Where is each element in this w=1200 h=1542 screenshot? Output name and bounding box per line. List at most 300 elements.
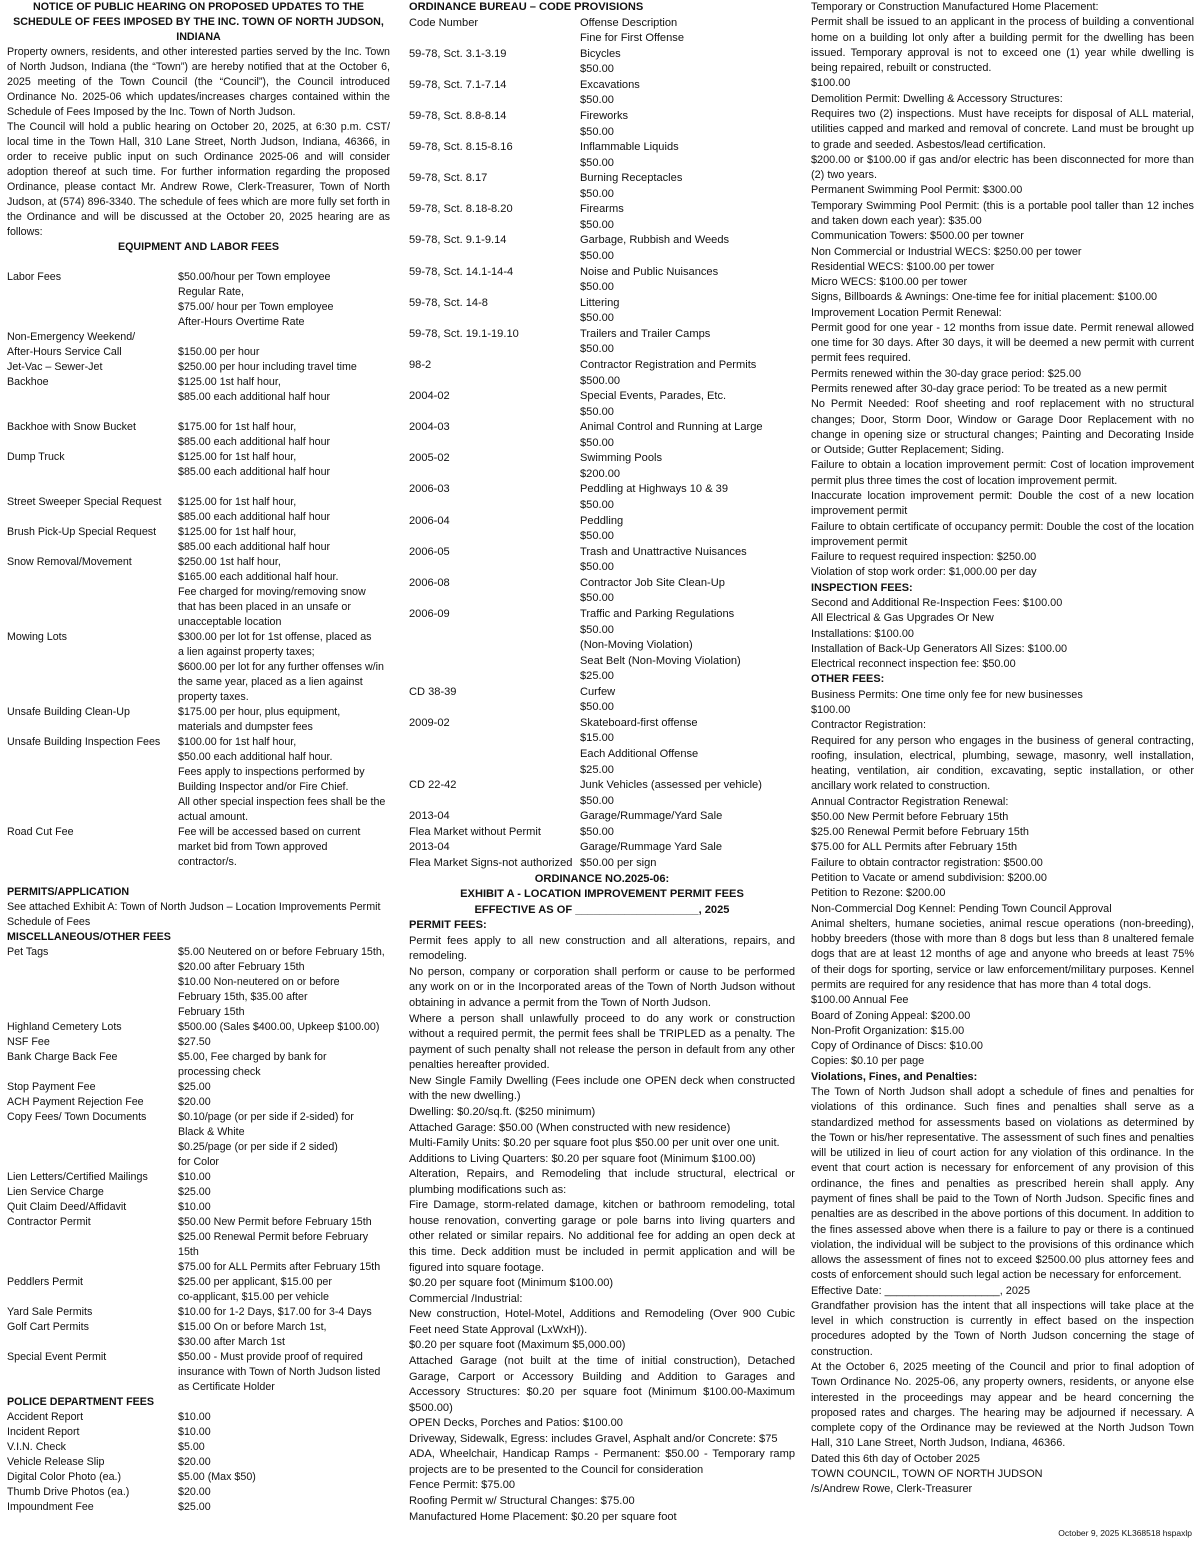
fee-row <box>409 716 795 778</box>
paragraph: $100.00 Annual Fee <box>811 994 909 1007</box>
paragraph: $75.00 for ALL Permits after February 15th <box>811 841 1018 854</box>
fee-value <box>580 778 795 809</box>
fee-value <box>178 330 390 345</box>
permits-text: See attached Exhibit A: Town of North Judson – Location Improvements Permit Schedule of Fees <box>7 901 381 928</box>
fee-label: 59-78, Sct. 19.1-19.10 <box>409 327 519 340</box>
fee-value-line: $50.00 <box>580 561 614 574</box>
fee-value <box>580 420 795 451</box>
fee-value-line: Peddling <box>580 514 624 527</box>
ordinance-heading: ORDINANCE NO.2025-06: <box>534 872 670 885</box>
fee-value-line: $5.00 (Max $50) <box>178 1471 256 1483</box>
fee-value-line: After-Hours Overtime Rate <box>178 316 305 328</box>
fee-value-line: $50.00 <box>580 794 614 807</box>
fee-value-line: $50.00 <box>580 156 614 169</box>
fee-value-line: $50.00 <box>580 701 614 714</box>
paragraph: Dwelling: $0.20/sq.ft. ($250 minimum) <box>409 1105 596 1118</box>
effective-heading: EFFECTIVE AS OF ____________________, 2025 <box>474 903 730 916</box>
paragraph: Permit good for one year - 12 months from issue date. Permit renewal allowed one time for 30 days. After 30 days, it will be deemed a new permit with current permit fees required. <box>811 321 1194 365</box>
fee-value-line: $500.00 <box>580 374 621 387</box>
fee-label: Mowing Lots <box>7 631 67 643</box>
permit-paragraphs <box>811 0 1194 581</box>
fee-value-line: actual amount. <box>178 811 249 823</box>
fee-label: Pet Tags <box>7 946 49 958</box>
fee-value-line: $50.00 <box>580 187 614 200</box>
fee-label: Vehicle Release Slip <box>7 1456 105 1468</box>
fee-value-line: Garage/Rummage/Yard Sale <box>580 810 723 823</box>
fee-value <box>178 1350 390 1395</box>
fee-value-line: property taxes. <box>178 691 249 703</box>
paragraph: Permit shall be issued to an applicant in the process of building a conventional home on a building lot only after a building permit for the dwelling has been issued. Temporary approval is not to exceed one (1) year while dwelling is being repaired, rebuilt or constructed. <box>811 16 1194 75</box>
fee-value-line: $125.00 for 1st half hour, <box>178 496 297 508</box>
fee-label: Brush Pick-Up Special Request <box>7 526 157 538</box>
fee-value-line: Special Events, Parades, Etc. <box>580 390 727 403</box>
paragraph: Requires two (2) inspections. Must have receipts for disposal of ALL material, utilities capped and marked and removal of concrete. Land must be brought up to grade and seeded. Asbestos/lead certification. <box>811 107 1194 151</box>
fee-row <box>409 327 795 358</box>
paragraph: $100.00 <box>811 77 851 90</box>
fee-label: 59-78, Sct. 8.17 <box>409 172 488 185</box>
fee-label: ACH Payment Rejection Fee <box>7 1096 144 1108</box>
column-1 <box>7 0 390 1515</box>
fee-label: Jet-Vac – Sewer-Jet <box>7 361 103 373</box>
paragraph: Driveway, Sidewalk, Egress: includes Gravel, Asphalt and/or Concrete: $75 <box>409 1432 778 1445</box>
fee-row <box>7 705 390 735</box>
police-heading: POLICE DEPARTMENT FEES <box>7 1396 155 1408</box>
paragraph: Second and Additional Re-Inspection Fees: $100.00 <box>811 596 1063 609</box>
fee-label: 2004-02 <box>409 390 450 403</box>
fee-value-line: $200.00 <box>580 467 621 480</box>
fee-value <box>580 296 795 327</box>
fee-value-line: unacceptable location <box>178 616 282 628</box>
fee-value-line: $50.00 <box>580 405 614 418</box>
fee-label: 59-78, Sct. 8.18-8.20 <box>409 203 513 216</box>
fee-value-line: $50.00 <box>580 250 614 262</box>
paragraph: Grandfather provision has the intent that all inspections will take place at the level in which construction is currently in effect based on the inspection procedures adopted by the Town of North Judson concerning the stage of construction. <box>811 1299 1194 1358</box>
fee-value <box>178 1485 390 1500</box>
fee-label: Bank Charge Back Fee <box>7 1051 118 1063</box>
fee-row <box>7 1320 390 1350</box>
fee-row <box>7 450 390 495</box>
fee-value-line: Excavations <box>580 78 640 91</box>
paragraph: Residential WECS: $100.00 per tower <box>811 260 995 273</box>
fee-value <box>178 1500 390 1515</box>
fee-value-line: $125.00 1st half hour, <box>178 376 281 388</box>
fee-value <box>178 1185 390 1200</box>
fee-row <box>409 171 795 202</box>
paragraph: Communication Towers: $500.00 per towner <box>811 230 1024 243</box>
code-header <box>409 16 795 47</box>
fee-value-line: $85.00 each additional half hour <box>178 511 331 523</box>
fee-label: 2006-09 <box>409 607 450 620</box>
fee-label: Special Event Permit <box>7 1351 107 1363</box>
fee-label: 59-78, Sct. 8.15-8.16 <box>409 141 513 154</box>
fee-value-line: $85.00 each additional half hour <box>178 436 331 448</box>
fee-value-line: Traffic and Parking Regulations <box>580 607 735 620</box>
fee-value <box>178 1050 390 1080</box>
fee-value <box>580 358 795 389</box>
fee-row <box>7 525 390 555</box>
fee-row <box>409 607 795 685</box>
fee-row <box>7 1050 390 1080</box>
paragraph: Commercial /Industrial: <box>409 1292 523 1305</box>
fee-value-line: $50.00/hour per Town employee <box>178 271 331 283</box>
fee-value-line: $20.00 <box>178 1456 211 1468</box>
fee-value-line: $125.00 for 1st half hour, <box>178 451 297 463</box>
fee-row <box>7 735 390 825</box>
fee-value <box>178 1275 390 1305</box>
misc-fees-list <box>7 945 390 1395</box>
paragraph: Roofing Permit w/ Structural Changes: $75.00 <box>409 1495 635 1507</box>
fee-row <box>409 389 795 420</box>
fee-row <box>7 345 390 360</box>
fee-value <box>580 809 795 825</box>
fee-row <box>7 825 390 870</box>
fee-value <box>178 1425 390 1440</box>
fee-value-line: Fireworks <box>580 109 629 122</box>
fee-row <box>409 451 795 482</box>
fee-value-line: Building Inspector and/or Fire Chief. <box>178 781 349 793</box>
paragraph: Failure to obtain contractor registration: $500.00 <box>811 856 1043 869</box>
fee-row <box>7 1200 390 1215</box>
fee-row <box>409 778 795 809</box>
fee-value-line: February 15th, $35.00 after <box>178 991 308 1003</box>
fee-label: Lien Letters/Certified Mailings <box>7 1171 148 1183</box>
paragraph: Business Permits: One time only fee for new businesses <box>811 688 1083 701</box>
fee-value-line: $175.00 per hour, plus equipment, <box>178 706 341 718</box>
fee-value <box>178 1035 390 1050</box>
fee-value-line: Black & White <box>178 1126 245 1138</box>
fee-value-line: $25.00 <box>580 670 614 683</box>
fee-value <box>580 47 795 78</box>
fee-value-line: All other special inspection fees shall be the <box>178 796 386 808</box>
fee-value-line: Contractor Registration and Permits <box>580 358 757 371</box>
fee-row <box>409 140 795 171</box>
column-2 <box>409 0 795 1525</box>
fee-label: Lien Service Charge <box>7 1186 104 1198</box>
fee-label: Non-Emergency Weekend/ <box>7 331 136 343</box>
notice-title: NOTICE OF PUBLIC HEARING ON PROPOSED UPDATES TO THE SCHEDULE OF FEES IMPOSED BY THE INC. TOWN OF NORTH JUDSON, INDIANA <box>13 1 384 43</box>
fee-row <box>7 420 390 450</box>
fee-label: 59-78, Sct. 3.1-3.19 <box>409 47 507 60</box>
paragraph: Non-Profit Organization: $15.00 <box>811 1024 965 1037</box>
fee-row <box>7 1095 390 1110</box>
paragraph: Inaccurate location improvement permit: Double the cost of a new location improvement permit <box>811 490 1194 518</box>
code-provisions-list <box>409 47 795 872</box>
fee-row <box>7 1455 390 1470</box>
fee-value-line: Regular Rate, <box>178 286 244 298</box>
fee-row <box>7 630 390 705</box>
fee-label: 2006-08 <box>409 576 450 589</box>
fee-value-line: $125.00 for 1st half hour, <box>178 526 297 538</box>
fee-value-line: $10.00 <box>178 1411 211 1423</box>
fee-value <box>178 270 390 330</box>
fee-label: 59-78, Sct. 14.1-14-4 <box>409 265 514 278</box>
fee-value <box>178 420 390 450</box>
fee-value-line: Fees apply to inspections performed by <box>178 766 365 778</box>
fee-value-line: Littering <box>580 296 620 309</box>
fee-row <box>409 265 795 296</box>
fee-label: Backhoe <box>7 376 49 388</box>
fee-row <box>7 330 390 345</box>
paragraph: TOWN COUNCIL, TOWN OF NORTH JUDSON <box>811 1468 1043 1480</box>
fee-row <box>409 482 795 513</box>
paragraph: Installation of Back-Up Generators All Sizes: $100.00 <box>811 642 1068 655</box>
paragraph: Non Commercial or Industrial WECS: $250.00 per tower <box>811 245 1082 258</box>
fee-row <box>409 514 795 545</box>
fee-label: Incident Report <box>7 1426 80 1438</box>
fee-value-line: Seat Belt (Non-Moving Violation) <box>580 654 741 667</box>
fee-label: Highland Cemetery Lots <box>7 1021 122 1033</box>
fee-label: 2013-04 <box>409 841 450 854</box>
paragraph: $200.00 or $100.00 if gas and/or electric has been disconnected for more than (2) two years. <box>811 153 1194 182</box>
fee-value <box>178 1305 390 1320</box>
paragraph: Micro WECS: $100.00 per tower <box>811 276 968 289</box>
paragraph: Board of Zoning Appeal: $200.00 <box>811 1009 971 1022</box>
paragraph: New Single Family Dwelling (Fees include one OPEN deck when constructed with the new dwelling.) <box>409 1074 795 1103</box>
fee-value-line: Peddling at Highways 10 & 39 <box>580 483 729 496</box>
fee-value <box>580 716 795 778</box>
fee-value-line: $30.00 after March 1st <box>178 1336 285 1348</box>
fee-value-line: market bid from Town approved <box>178 841 328 853</box>
fee-label: Thumb Drive Photos (ea.) <box>7 1486 130 1498</box>
fee-value <box>580 233 795 264</box>
fee-value-line: Junk Vehicles (assessed per vehicle) <box>580 779 762 792</box>
fee-label: 59-78, Sct. 8.8-8.14 <box>409 109 507 122</box>
paragraph: Petition to Rezone: $200.00 <box>811 887 946 900</box>
code-header-row <box>409 16 795 47</box>
fee-value <box>580 109 795 140</box>
fee-value-line: $150.00 per hour <box>178 346 260 358</box>
violations-paragraphs <box>811 1085 1194 1498</box>
fee-value-line: the same year, placed as a lien against <box>178 676 363 688</box>
paragraph: Petition to Vacate or amend subdivision: $200.00 <box>811 872 1047 885</box>
police-fees-list <box>7 1410 390 1515</box>
fee-value-line: $10.00 for 1-2 Days, $17.00 for 3-4 Days <box>178 1306 372 1318</box>
fee-label: 2006-05 <box>409 545 450 558</box>
fee-row <box>7 1305 390 1320</box>
other-fees-paragraphs <box>811 688 1194 1070</box>
fee-label: Contractor Permit <box>7 1216 91 1228</box>
paragraph: Temporary or Construction Manufactured Home Placement: <box>811 1 1099 13</box>
fee-value-line: $25.00 <box>178 1081 211 1093</box>
paragraph: Required for any person who engages in the business of general contracting, roofing, insulation, electrical, plumbing, sewage, masonry, well installation, heating, ventilation, air condition, excavating, septic installation, or other ancillary work related to construction. <box>811 734 1194 793</box>
fee-value-line: as Certificate Holder <box>178 1381 275 1393</box>
fee-value-line: $10.00 <box>178 1201 211 1213</box>
fee-value-line: $10.00 Non-neutered on or before <box>178 976 340 988</box>
fee-label: Peddlers Permit <box>7 1276 84 1288</box>
fee-value-line: $20.00 <box>178 1096 211 1108</box>
fee-value <box>178 1170 390 1185</box>
fee-value <box>178 1470 390 1485</box>
fee-value-line: $20.00 <box>178 1486 211 1498</box>
fee-label: After-Hours Service Call <box>7 346 122 358</box>
fee-value-line: $85.00 each additional half hour <box>178 391 331 403</box>
fee-value <box>178 345 390 360</box>
fee-row <box>409 840 795 856</box>
paragraph: Violation of stop work order: $1,000.00 per day <box>811 566 1037 579</box>
fee-value-line: $75.00 for ALL Permits after February 15th <box>178 1261 381 1273</box>
fee-value-line <box>178 330 390 345</box>
fee-label: Backhoe with Snow Bucket <box>7 421 136 433</box>
fee-row <box>7 1215 390 1275</box>
fee-row <box>409 809 795 825</box>
paragraph: /s/Andrew Rowe, Clerk-Treasurer <box>811 1483 973 1496</box>
fee-value-line: that has been placed in an unsafe or <box>178 601 351 613</box>
fee-value-line: $25.00 <box>580 763 614 776</box>
fee-row <box>409 109 795 140</box>
fee-value <box>178 1440 390 1455</box>
fee-value-line: $50.00 per sign <box>580 856 657 869</box>
fee-value-line: Burning Receptacles <box>580 172 683 185</box>
fee-value <box>178 945 390 1020</box>
misc-heading: MISCELLANEOUS/OTHER FEES <box>7 931 171 943</box>
fee-value-line: Trailers and Trailer Camps <box>580 327 711 340</box>
paragraph: No person, company or corporation shall perform or cause to be performed any work on or in the Incorporated areas of the Town of North Judson without obtaining in advance a permit from the Town of North Judson. <box>409 965 795 1009</box>
fee-label: Yard Sale Permits <box>7 1306 93 1318</box>
fee-value <box>178 1455 390 1470</box>
offense-header-line: Fine for First Offense <box>580 32 684 45</box>
fee-value-line: $0.25/page (or per side if 2 sided) <box>178 1141 338 1153</box>
violations-heading: Violations, Fines, and Penalties: <box>811 1070 978 1083</box>
inspection-paragraphs <box>811 596 1194 672</box>
paragraph: $50.00 New Permit before February 15th <box>811 810 1009 823</box>
fee-label: Unsafe Building Clean-Up <box>7 706 130 718</box>
fee-row <box>7 1500 390 1515</box>
paragraph: Alteration, Repairs, and Remodeling that include structural, electrical or plumbing modifications such as: <box>409 1168 795 1196</box>
fee-label: Accident Report <box>7 1411 84 1423</box>
fee-value-line: materials and dumpster fees <box>178 721 313 733</box>
fee-value-line: $5.00 <box>178 1441 205 1453</box>
fee-value-line: $50.00 each additional half hour. <box>178 751 333 763</box>
fee-row <box>7 495 390 525</box>
fee-value-line: $50.00 <box>580 825 614 838</box>
publication-footer: October 9, 2025 KL368518 hspaxlp <box>1058 1528 1192 1538</box>
fee-value-line: $75.00/ hour per Town employee <box>178 301 334 313</box>
fee-value-line: $50.00 <box>580 218 614 231</box>
fee-value <box>580 607 795 685</box>
fee-value-line: $50.00 <box>580 343 614 356</box>
fee-value-line: contractor/s. <box>178 856 237 868</box>
fee-value-line: Each Additional Offense <box>580 748 699 760</box>
permit-fees-paragraphs <box>409 934 795 1525</box>
fee-label: CD 38-39 <box>409 685 457 698</box>
fee-value-line: co-applicant, $15.00 per vehicle <box>178 1291 329 1303</box>
paragraph: Fence Permit: $75.00 <box>409 1479 516 1492</box>
fee-value <box>178 495 390 525</box>
fee-value <box>178 1080 390 1095</box>
fee-label: Copy Fees/ Town Documents <box>7 1111 147 1123</box>
fee-value <box>580 327 795 358</box>
paragraph: Permits renewed within the 30-day grace period: $25.00 <box>811 367 1082 380</box>
fee-row <box>409 420 795 451</box>
fee-value <box>580 576 795 607</box>
fee-row <box>7 1440 390 1455</box>
fee-value-line: $300.00 per lot for 1st offense, placed as <box>178 631 372 643</box>
intro-paragraph-2: The Council will hold a public hearing on October 20, 2025, at 6:30 p.m. CST/ local time in the Town Hall, 310 Lane Street, North Judson, Indiana, 46366, in order to receive public input on such Ordinance 2025-06 and will consider adoption thereof at such time. For further information regarding the proposed Ordinance, please contact Mr. Andrew Rowe, Clerk-Treasurer, Town of North Judson, at (574) 896-3340. The schedule of fees which are more fully set forth in the Ordinance and will be discussed at the October 20, 2025 hearing are as follows: <box>7 121 390 238</box>
fee-value <box>580 840 795 856</box>
fee-value-line: Garage/Rummage Yard Sale <box>580 841 723 854</box>
fee-label: Labor Fees <box>7 271 62 283</box>
fee-value-line: Curfew <box>580 685 616 698</box>
fee-value <box>178 1020 390 1035</box>
paragraph: OPEN Decks, Porches and Patios: $100.00 <box>409 1417 623 1430</box>
fee-value <box>580 202 795 233</box>
paragraph: Permit fees apply to all new construction and all alterations, repairs, and remodeling. <box>409 934 795 963</box>
fee-row <box>7 1170 390 1185</box>
offense-header-line: Offense Description <box>580 16 678 29</box>
fee-value <box>580 825 795 841</box>
fee-value-line: $20.00 after February 15th <box>178 961 305 973</box>
paragraph: Demolition Permit: Dwelling & Accessory Structures: <box>811 92 1063 105</box>
fee-value <box>580 140 795 171</box>
fee-value-line: Bicycles <box>580 47 621 60</box>
fee-value-line: $25.00 Renewal Permit before February 15th <box>178 1231 369 1258</box>
paragraph: At the October 6, 2025 meeting of the Council and prior to final adoption of Town Ordinance No. 2025-06, any property owners, residents, or anyone else interested in the proceedings may appear and be heard concerning the proposed rates and charges. The hearing may be adjourned if necessary. A complete copy of the Ordinance may be reviewed at the North Judson Town Hall, 310 Lane Street, North Judson, Indiana, 46366. <box>811 1361 1194 1450</box>
column-3 <box>811 0 1194 1498</box>
fee-label: 2006-03 <box>409 483 450 496</box>
fee-value <box>178 1200 390 1215</box>
fee-row <box>409 825 795 841</box>
fee-value-line: $50.00 <box>580 281 614 294</box>
paragraph: Signs, Billboards & Awnings: One-time fee for initial placement: $100.00 <box>811 291 1158 304</box>
fee-value-line: $85.00 each additional half hour <box>178 541 331 553</box>
fee-value <box>580 482 795 513</box>
fee-value-line: $500.00 (Sales $400.00, Upkeep $100.00) <box>178 1021 380 1033</box>
fee-row <box>7 1185 390 1200</box>
paragraph: Dated this 6th day of October 2025 <box>811 1452 980 1465</box>
fee-value-line: $27.50 <box>178 1036 211 1048</box>
fee-value-line: February 15th <box>178 1006 245 1018</box>
paragraph: Contractor Registration: <box>811 719 927 732</box>
fee-row <box>7 1485 390 1500</box>
fee-row <box>7 360 390 375</box>
fee-value <box>580 545 795 576</box>
fee-value-line: $50.00 New Permit before February 15th <box>178 1216 372 1228</box>
fee-value <box>178 1110 390 1170</box>
fee-value-line: $15.00 <box>580 732 614 745</box>
paragraph: Non-Commercial Dog Kennel: Pending Town Council Approval <box>811 902 1112 915</box>
permits-heading: PERMITS/APPLICATION <box>7 886 130 898</box>
fee-value-line: Inflammable Liquids <box>580 141 679 154</box>
fee-value-line: $50.00 <box>580 125 614 138</box>
fee-row <box>409 202 795 233</box>
fee-value-line: $50.00 <box>580 530 614 543</box>
fee-value <box>580 856 795 872</box>
fee-row <box>7 375 390 420</box>
fee-value-line: $100.00 for 1st half hour, <box>178 736 297 748</box>
fee-label: 2004-03 <box>409 421 450 434</box>
fee-label: 59-78, Sct. 7.1-7.14 <box>409 78 507 91</box>
fee-value-line: $165.00 each additional half hour. <box>178 571 339 583</box>
fee-row <box>409 358 795 389</box>
fee-value-line: $50.00 <box>580 436 614 449</box>
fee-row <box>7 1110 390 1170</box>
fee-row <box>7 945 390 1020</box>
fee-value-line: $25.00 <box>178 1186 211 1198</box>
fee-row <box>7 270 390 330</box>
fee-value-line: insurance with Town of North Judson listed <box>178 1366 381 1378</box>
fee-label: CD 22-42 <box>409 779 457 792</box>
fee-value <box>580 265 795 296</box>
fee-value-line: $25.00 per applicant, $15.00 per <box>178 1276 332 1288</box>
fee-label: Golf Cart Permits <box>7 1321 89 1333</box>
fee-value <box>580 171 795 202</box>
fee-label: Digital Color Photo (ea.) <box>7 1471 122 1483</box>
paragraph: Copies: $0.10 per page <box>811 1055 925 1068</box>
fee-value-line: $250.00 per hour including travel time <box>178 361 357 373</box>
paragraph: Installations: $100.00 <box>811 627 914 640</box>
fee-label: 2006-04 <box>409 514 450 527</box>
fee-value-line <box>178 480 390 495</box>
